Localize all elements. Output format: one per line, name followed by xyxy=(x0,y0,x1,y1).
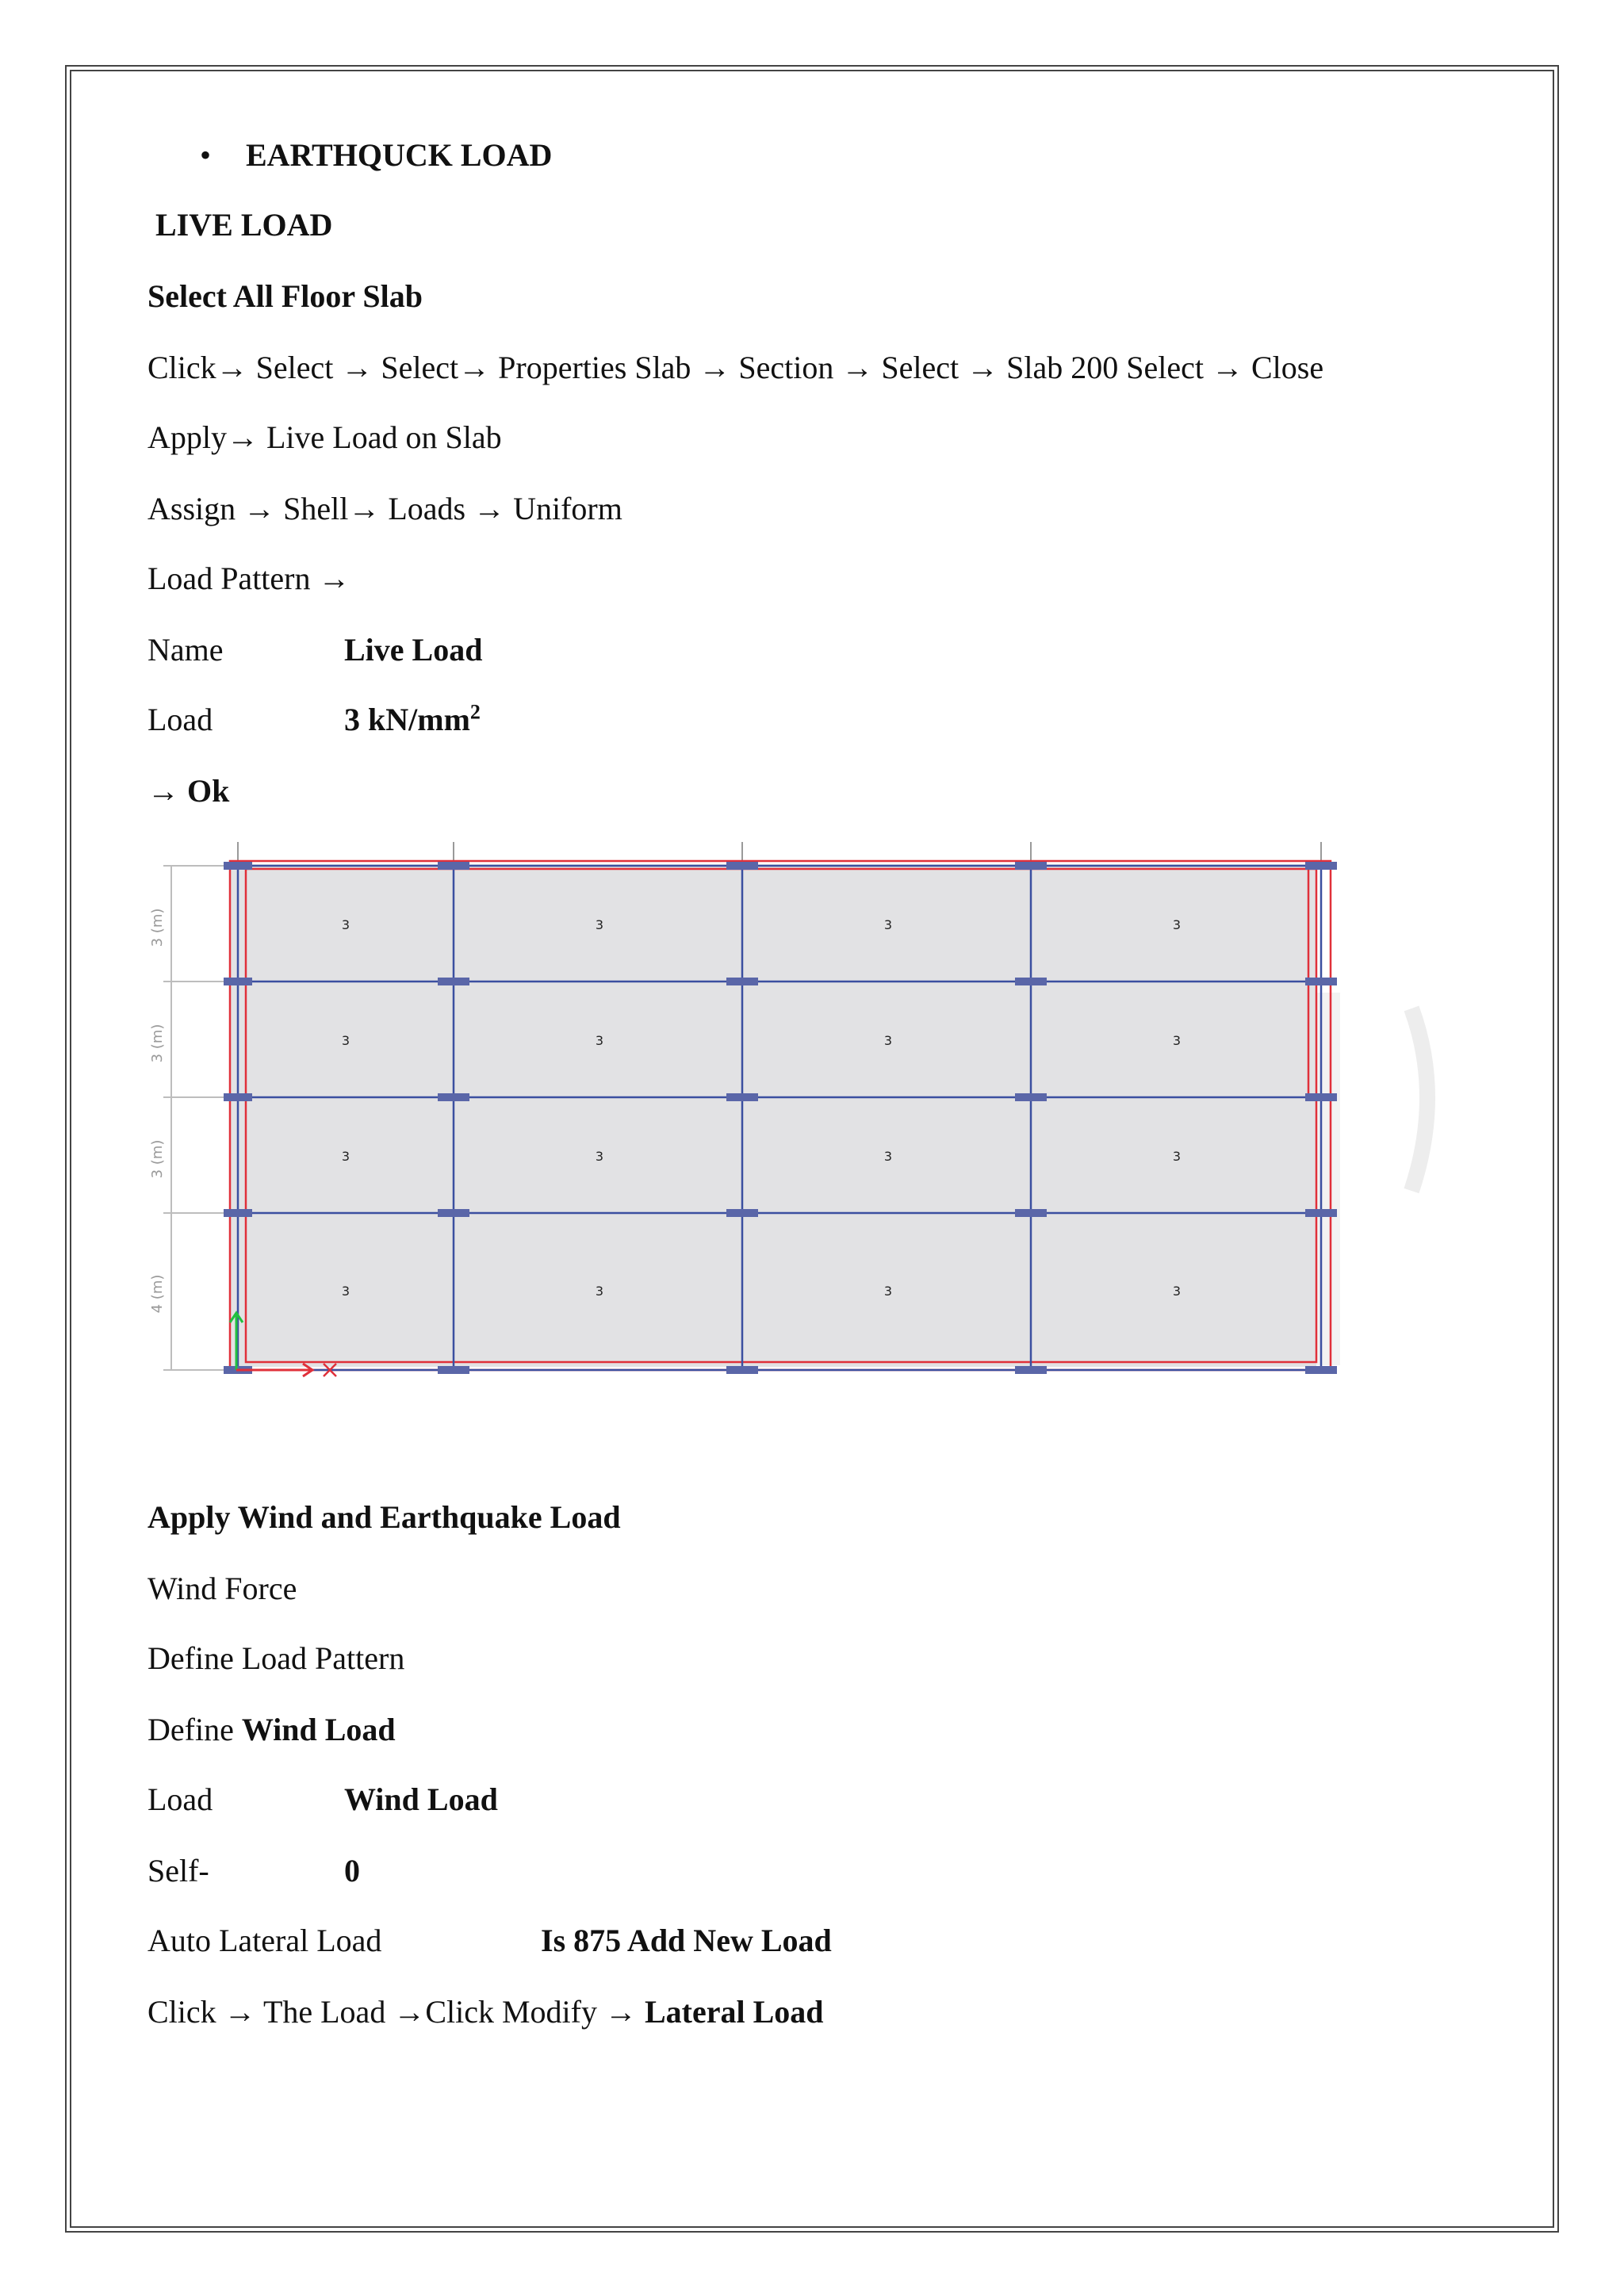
slab-area xyxy=(230,864,1316,1367)
slab-label: 3 xyxy=(883,1284,893,1299)
self-value: 0 xyxy=(344,1853,360,1888)
column-marker xyxy=(438,1093,469,1101)
slab-label: 3 xyxy=(883,917,893,932)
section-title-live-load: LIVE LOAD xyxy=(155,207,333,243)
column-marker xyxy=(1305,862,1337,870)
load-value-sup: 2 xyxy=(469,700,481,724)
ok-line: → Ok xyxy=(147,773,230,809)
column-marker xyxy=(726,1209,758,1217)
auto-lateral-label: Auto Lateral Load xyxy=(147,1923,382,1958)
load-label: Load xyxy=(147,702,213,737)
column-marker xyxy=(438,1366,469,1374)
assign-path: Assign → Shell→ Loads → Uniform xyxy=(147,491,622,526)
select-floor-slab: Select All Floor Slab xyxy=(147,278,423,314)
column-marker xyxy=(1015,1366,1047,1374)
column-marker xyxy=(726,1366,758,1374)
column-marker xyxy=(726,1093,758,1101)
column-marker xyxy=(224,1093,252,1101)
load-row xyxy=(147,701,213,739)
load-value xyxy=(344,701,481,739)
slab-plan-figure xyxy=(143,834,1443,1389)
apply-live-load: Apply→ Live Load on Slab xyxy=(147,419,502,455)
column-marker xyxy=(726,862,758,870)
column-marker xyxy=(438,978,469,985)
row-dim-4: 4 (m) xyxy=(149,1274,166,1314)
column-marker xyxy=(224,1209,252,1217)
heading-earthquake: EARTHQUCK LOAD xyxy=(246,137,553,173)
column-marker xyxy=(1305,1366,1337,1374)
column-marker xyxy=(1015,862,1047,870)
wind-force: Wind Force xyxy=(147,1571,297,1606)
name-value: Live Load xyxy=(344,632,483,668)
slab-label: 3 xyxy=(883,1149,893,1164)
click-bold: Lateral Load xyxy=(644,1994,824,2030)
name-label: Name xyxy=(147,632,224,668)
slab-label: 3 xyxy=(595,1284,604,1299)
column-marker xyxy=(438,1209,469,1217)
column-marker xyxy=(1305,1209,1337,1217)
slab-label: 3 xyxy=(341,917,350,932)
slab-label: 3 xyxy=(595,917,604,932)
column-marker xyxy=(224,978,252,985)
slab-label: 3 xyxy=(1172,1033,1182,1048)
column-marker xyxy=(1305,978,1337,985)
slab-label: 3 xyxy=(595,1149,604,1164)
column-marker xyxy=(1305,1093,1337,1101)
slab-label: 3 xyxy=(1172,1149,1182,1164)
column-marker xyxy=(438,862,469,870)
column-marker xyxy=(726,978,758,985)
wind-load-value: Wind Load xyxy=(344,1781,498,1817)
load-pattern-line: Load Pattern → xyxy=(147,561,350,596)
slab-label: 3 xyxy=(1172,1284,1182,1299)
section-title-wind-earthquake: Apply Wind and Earthquake Load xyxy=(147,1499,621,1535)
column-marker xyxy=(224,862,252,870)
watermark-shape xyxy=(1411,1008,1427,1191)
load-value-text: 3 kN/mm xyxy=(344,702,470,737)
slab-label: 3 xyxy=(883,1033,893,1048)
click-modify-line xyxy=(147,1993,824,2031)
bullet-dot: • xyxy=(200,137,212,173)
slab-label: 3 xyxy=(1172,917,1182,932)
row-dim-2: 3 (m) xyxy=(149,1024,166,1063)
column-marker xyxy=(1015,1209,1047,1217)
define-prefix: Define xyxy=(147,1712,242,1747)
define-wind-load xyxy=(147,1711,396,1749)
auto-lateral-value: Is 875 Add New Load xyxy=(541,1923,832,1958)
slab-label: 3 xyxy=(341,1033,350,1048)
slab-plan-svg xyxy=(143,834,1443,1389)
name-row xyxy=(147,631,224,669)
wind-load-label: Load xyxy=(147,1781,213,1817)
define-bold: Wind Load xyxy=(241,1712,396,1747)
column-marker xyxy=(1015,1093,1047,1101)
slab-label: 3 xyxy=(595,1033,604,1048)
column-marker xyxy=(1015,978,1047,985)
row-dim-3: 3 (m) xyxy=(149,1139,166,1179)
self-label: Self- xyxy=(147,1853,209,1888)
click-prefix: Click → The Load →Click Modify → xyxy=(147,1994,645,2030)
slab-label: 3 xyxy=(341,1149,350,1164)
slab-label: 3 xyxy=(341,1284,350,1299)
define-load-pattern: Define Load Pattern xyxy=(147,1640,405,1676)
row-dim-1: 3 (m) xyxy=(149,908,166,947)
slab-edge-shade xyxy=(1316,993,1340,1365)
click-path: Click→ Select → Select→ Properties Slab → Section → Select → Slab 200 Select → Close xyxy=(147,350,1324,385)
